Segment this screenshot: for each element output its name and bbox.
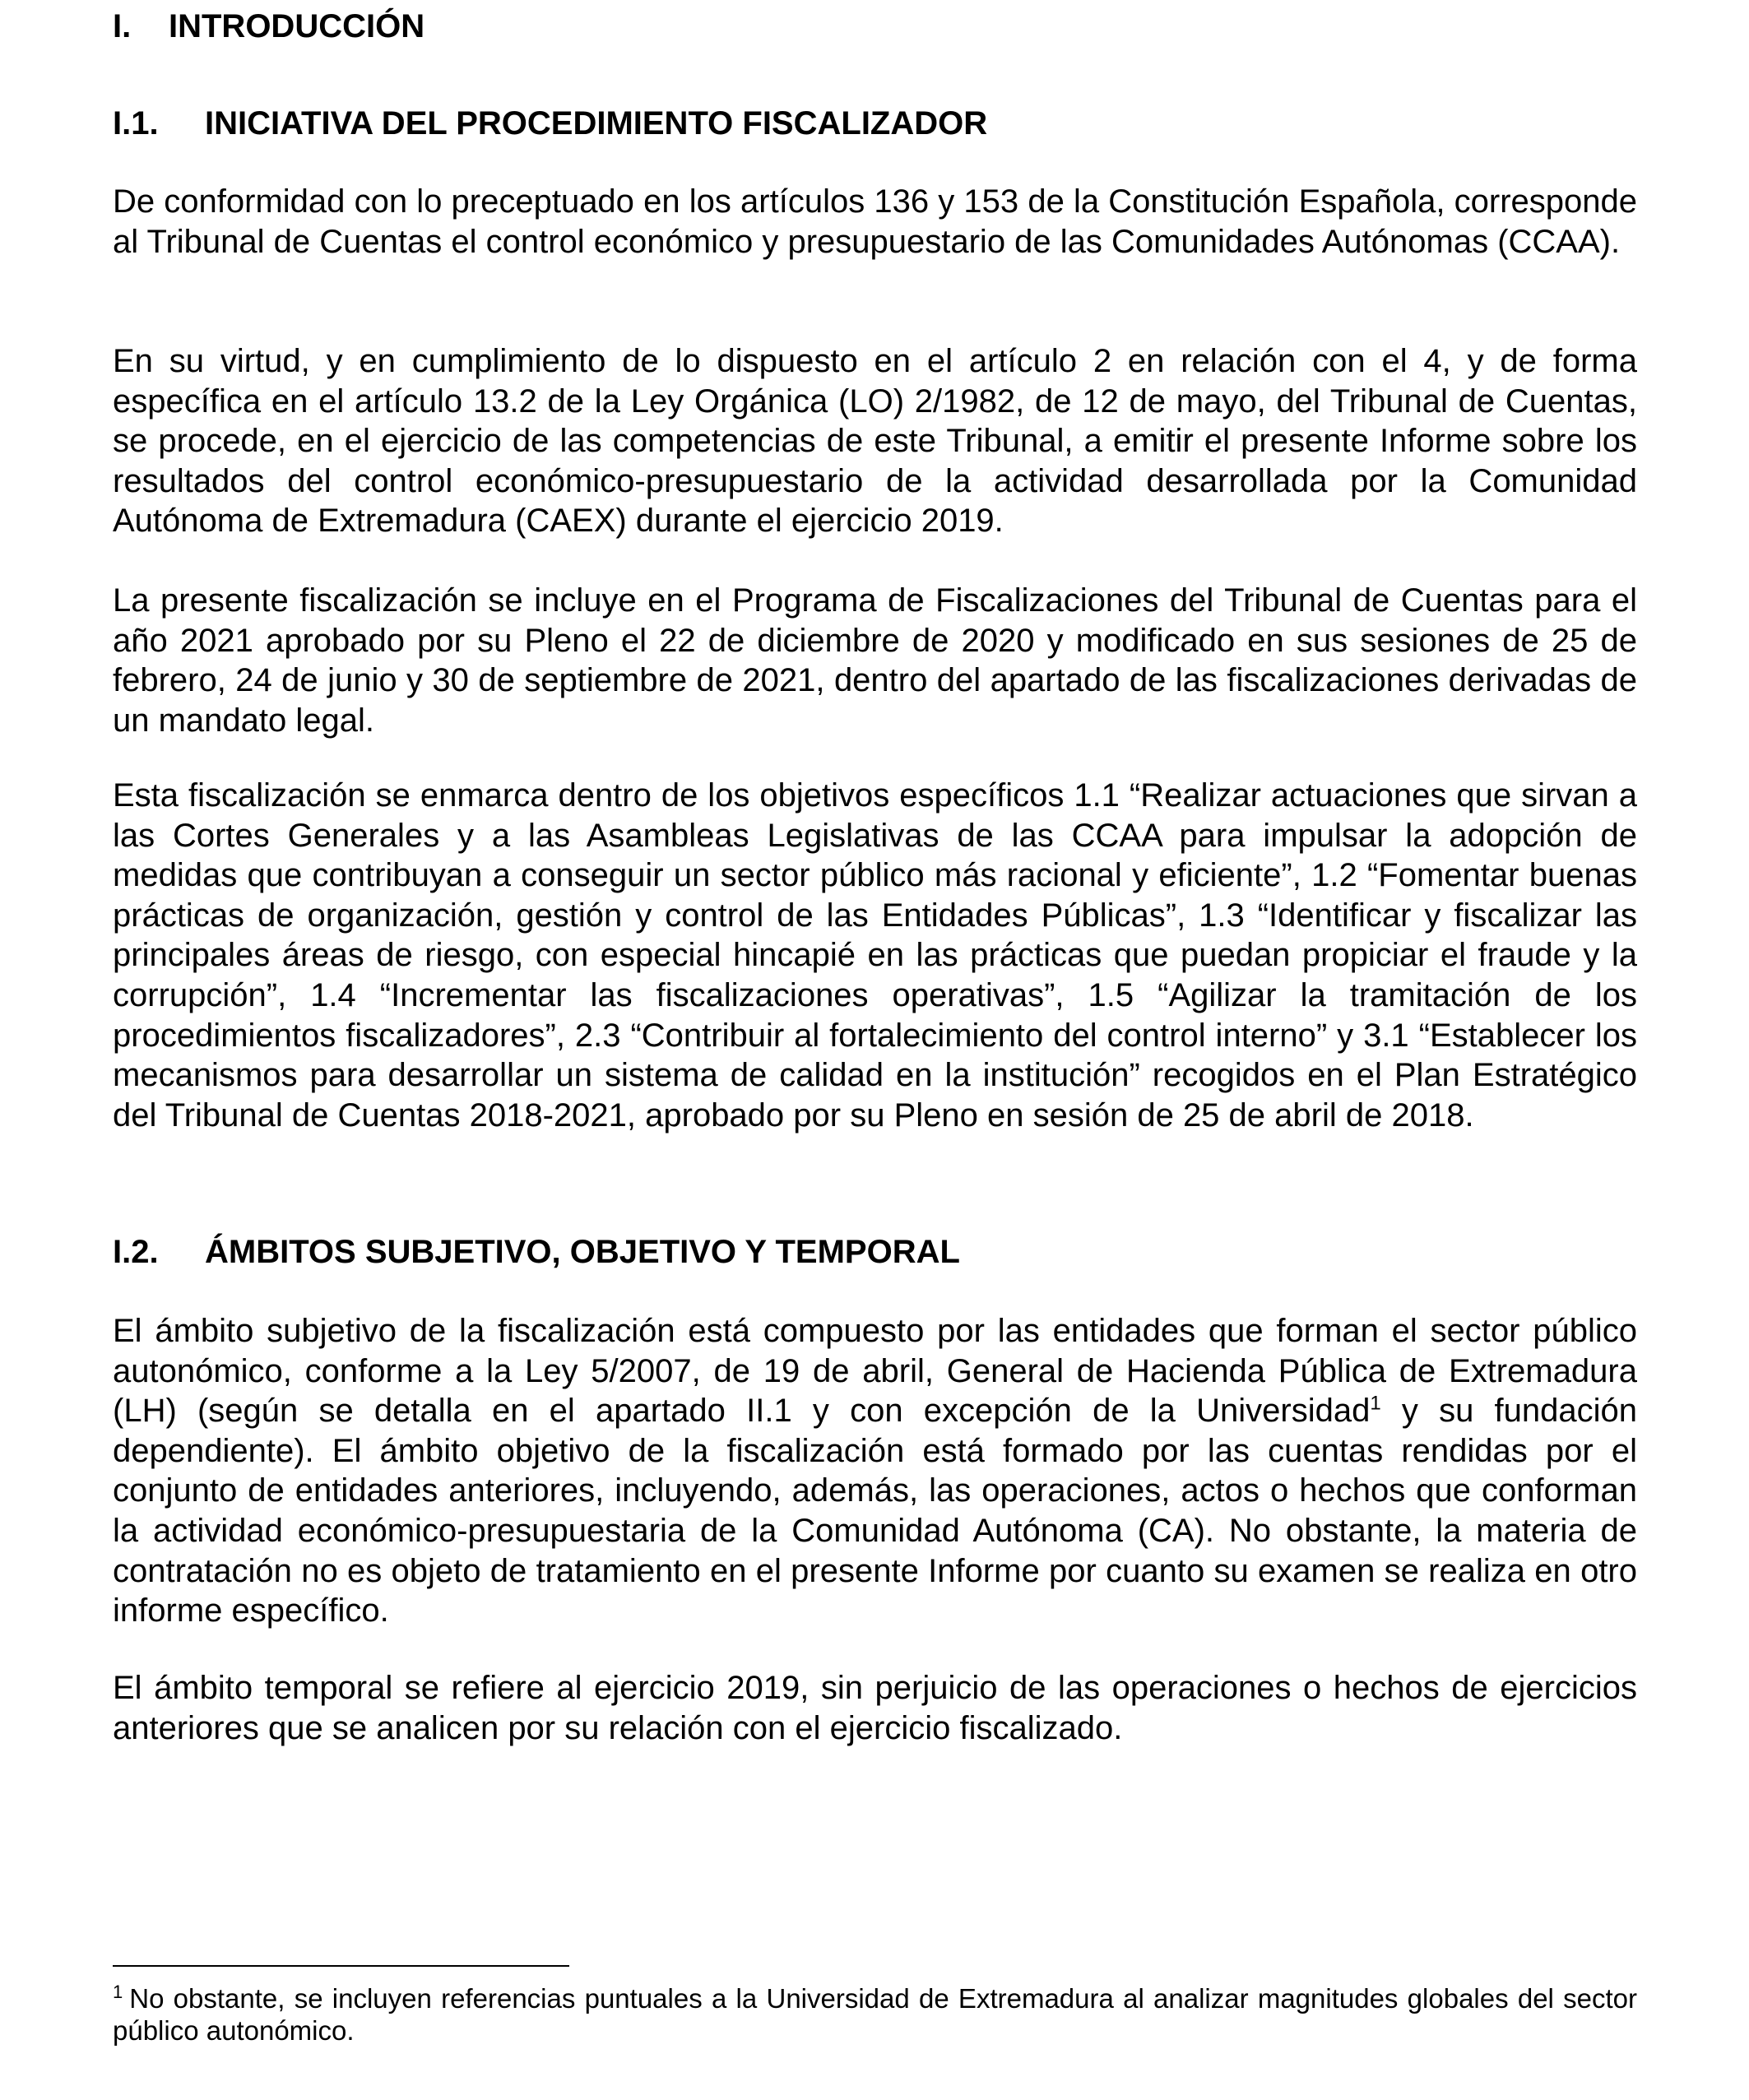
footnote xyxy=(113,1982,1637,2047)
paragraph: La presente fiscalización se incluye en el Programa de Fiscalizaciones del Tribunal de Cuentas para el año 2021 aprobado por su Pleno el 22 de diciembre de 2020 y modificado en sus sesiones de 25 de febrero, 24 de junio y 30 de septiembre de 2021, dentro del apartado de las fiscalizaciones derivadas de un mandato legal. xyxy=(113,582,1637,739)
footnote-separator xyxy=(113,1965,569,1967)
section-title: INTRODUCCIÓN xyxy=(169,8,425,44)
subsection-title: INICIATIVA DEL PROCEDIMIENTO FISCALIZADOR xyxy=(205,105,988,141)
paragraph-text-before-ref: El ámbito subjetivo de la fiscalización está compuesto por las entidades que forman el sector público autonómico, conforme a la Ley 5/2007, de 19 de abril, General de Hacienda Pública de Extremadura (LH) (según se detalla en el apartado II.1 y con excepción de la Universidad xyxy=(113,1313,1637,1430)
subsection-heading-2 xyxy=(113,1232,960,1272)
paragraph: Esta fiscalización se enmarca dentro de los objetivos específicos 1.1 “Realizar actuaciones que sirvan a las Cortes Generales y a las Asambleas Legislativas de las CCAA para impulsar la adopción de medidas que contribuyan a conseguir un sector público más racional y eficiente”, 1.2 “Fomentar buenas prácticas de organización, gestión y control de las Entidades Públicas”, 1.3 “Identificar y fiscalizar las principales áreas de riesgo, con especial hincapié en las prácticas que puedan propiciar el fraude y la corrupción”, 1.4 “Incrementar las fiscalizaciones operativas”, 1.5 “Agilizar la tramitación de los procedimientos fiscalizadores”, 2.3 “Contribuir al fortalecimiento del control interno” y 3.1 “Establecer los mecanismos para desarrollar un sistema de calidad en la institución” recogidos en el Plan Estratégico del Tribunal de Cuentas 2018-2021, aprobado por su Pleno en sesión de 25 de abril de 2018. xyxy=(113,777,1637,1133)
paragraph-text-after-ref: y su fundación dependiente). El ámbito objetivo de la fiscalización está formado por las cuentas rendidas por el conjunto de entidades anteriores, incluyendo, además, las operaciones, actos o hechos que conforman la actividad económico-presupuestaria de la Comunidad Autónoma (CA). No obstante, la materia de contratación no es objeto de tratamiento en el presente Informe por cuanto su examen se realiza en otro informe específico. xyxy=(113,1393,1638,1629)
subsection-number: I.1. xyxy=(113,105,159,141)
section-number: I. xyxy=(113,8,132,44)
footnote-text: No obstante, se incluyen referencias puntuales a la Universidad de Extremadura al analizar magnitudes globales del sector público autonómico. xyxy=(113,1983,1637,2046)
paragraph: De conformidad con lo preceptuado en los artículos 136 y 153 de la Constitución Española, corresponde al Tribunal de Cuentas el control económico y presupuestario de las Comunidades Autónomas (CCAA). xyxy=(113,183,1637,260)
footnote-reference[interactable]: 1 xyxy=(1370,1392,1381,1415)
section-heading xyxy=(113,7,424,46)
subsection-heading-1 xyxy=(113,104,987,143)
subsection-title: ÁMBITOS SUBJETIVO, OBJETIVO Y TEMPORAL xyxy=(205,1234,960,1270)
paragraph: El ámbito temporal se refiere al ejercicio 2019, sin perjuicio de las operaciones o hechos de ejercicios anteriores que se analicen por su relación con el ejercicio fiscalizado. xyxy=(113,1670,1637,1746)
paragraph-with-footnote xyxy=(113,1311,1637,1631)
paragraph: En su virtud, y en cumplimiento de lo dispuesto en el artículo 2 en relación con el 4, y de forma específica en el artículo 13.2 de la Ley Orgánica (LO) 2/1982, de 12 de mayo, del Tribunal de Cuentas, se procede, en el ejercicio de las competencias de este Tribunal, a emitir el presente Informe sobre los resultados del control económico-presupuestario de la actividad desarrollada por la Comunidad Autónoma de Extremadura (CAEX) durante el ejercicio 2019. xyxy=(113,343,1637,540)
subsection-number: I.2. xyxy=(113,1234,159,1270)
footnote-number: 1 xyxy=(113,1982,123,2002)
